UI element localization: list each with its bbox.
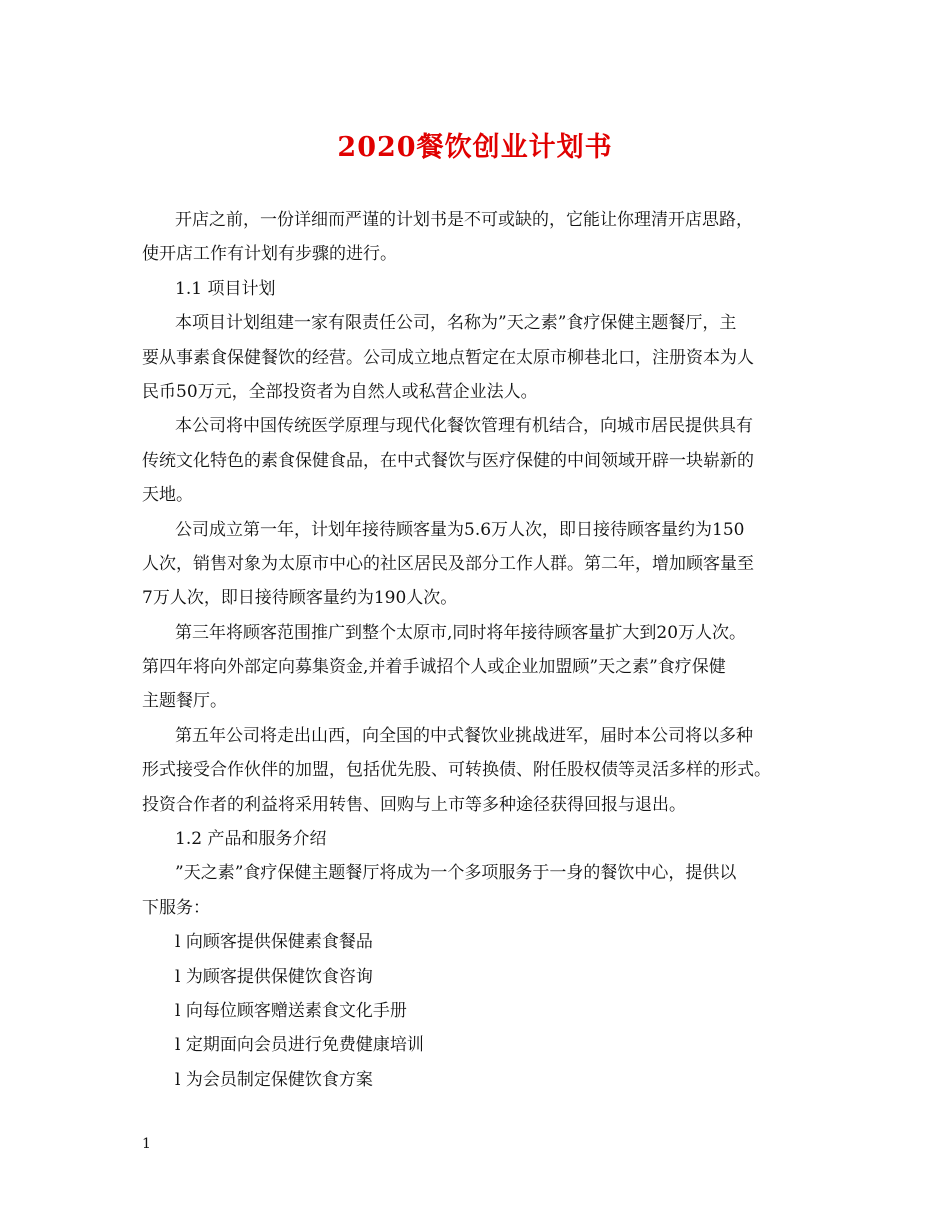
section-heading: 1.2 产品和服务介绍 [175, 829, 327, 850]
document-body [142, 203, 814, 1097]
list-item: l 为顾客提供保健饮食咨询 [175, 966, 373, 987]
body-line: 传统文化特色的素食保健食品，在中式餐饮与医疗保健的中间领域开辟一块崭新的 [142, 450, 754, 471]
section-heading: 1.1 项目计划 [175, 278, 276, 299]
body-line: 形式接受合作伙伴的加盟，包括优先股、可转换债、附任股权债等灵活多样的形式。 [142, 760, 771, 781]
body-line: 人次，销售对象为太原市中心的社区居民及部分工作人群。第二年，增加顾客量至 [142, 553, 754, 574]
body-line: 7万人次，即日接待顾客量约为190人次。 [142, 588, 458, 609]
body-line: 本公司将中国传统医学原理与现代化餐饮管理有机结合，向城市居民提供具有 [175, 416, 753, 437]
body-line: 使开店工作有计划有步骤的进行。 [142, 244, 397, 265]
body-line: ”天之素”食疗保健主题餐厅将成为一个多项服务于一身的餐饮中心，提供以 [175, 863, 737, 884]
body-line: 本项目计划组建一家有限责任公司，名称为”天之素”食疗保健主题餐厅，主 [175, 313, 737, 334]
body-line: 公司成立第一年，计划年接待顾客量为5.6万人次，即日接待顾客量约为150 [175, 519, 745, 540]
body-line: 下服务： [142, 897, 210, 918]
list-item: l 定期面向会员进行免费健康培训 [175, 1035, 424, 1056]
body-line: 第三年将顾客范围推广到整个太原市,同时将年接待顾客量扩大到20万人次。 [175, 622, 747, 643]
body-line: 第四年将向外部定向募集资金,并着手诚招个人或企业加盟顾”天之素”食疗保健 [142, 657, 726, 678]
body-line: 民币50万元，全部投资者为自然人或私营企业法人。 [142, 381, 538, 402]
body-line: 天地。 [142, 485, 193, 506]
list-item: l 为会员制定保健饮食方案 [175, 1069, 373, 1090]
page-number: 1 [142, 1136, 151, 1152]
body-line: 主题餐厅。 [142, 691, 227, 712]
body-line: 要从事素食保健餐饮的经营。公司成立地点暂定在太原市柳巷北口，注册资本为人 [142, 347, 754, 368]
body-line: 第五年公司将走出山西，向全国的中式餐饮业挑战进军，届时本公司将以多种 [175, 725, 753, 746]
body-line: 投资合作者的利益将采用转售、回购与上市等多种途径获得回报与退出。 [142, 794, 686, 815]
list-item: l 向每位顾客赠送素食文化手册 [175, 1000, 407, 1021]
list-item: l 向顾客提供保健素食餐品 [175, 932, 373, 953]
body-line: 开店之前，一份详细而严谨的计划书是不可或缺的，它能让你理清开店思路， [175, 210, 753, 230]
document-title: 2020餐饮创业计划书 [337, 132, 613, 163]
